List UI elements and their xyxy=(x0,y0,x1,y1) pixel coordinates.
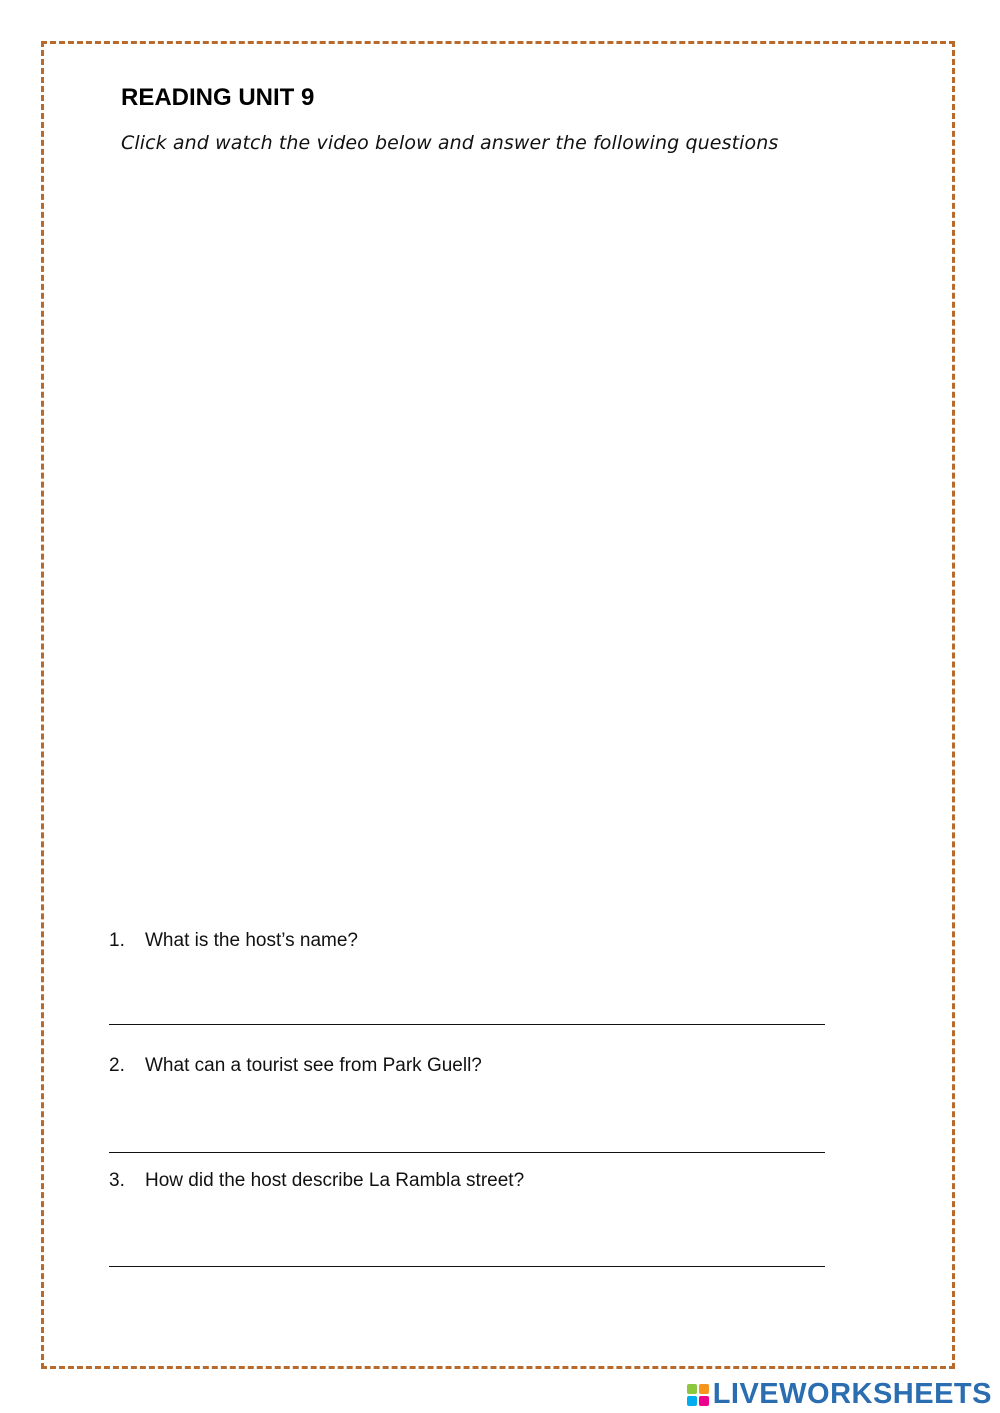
question-text: How did the host describe La Rambla street? xyxy=(145,1170,525,1191)
liveworksheets-logo-icon xyxy=(687,1384,709,1406)
question-number: 1. xyxy=(109,930,125,951)
answer-line-1[interactable] xyxy=(109,1024,825,1025)
worksheet-title: READING UNIT 9 xyxy=(121,84,315,111)
question-2 xyxy=(109,1055,482,1077)
question-number: 2. xyxy=(109,1055,125,1076)
brand-name: LIVEWORKSHEETS xyxy=(712,1378,992,1410)
liveworksheets-brand xyxy=(687,1378,992,1411)
question-3 xyxy=(109,1170,524,1192)
question-text: What can a tourist see from Park Guell? xyxy=(145,1055,482,1076)
answer-line-2[interactable] xyxy=(109,1152,825,1153)
worksheet-instruction: Click and watch the video below and answer the following questions xyxy=(121,132,779,154)
question-text: What is the host’s name? xyxy=(145,930,358,951)
question-1 xyxy=(109,930,358,952)
video-embed-area[interactable] xyxy=(120,185,880,885)
question-number: 3. xyxy=(109,1170,125,1191)
answer-line-3[interactable] xyxy=(109,1266,825,1267)
